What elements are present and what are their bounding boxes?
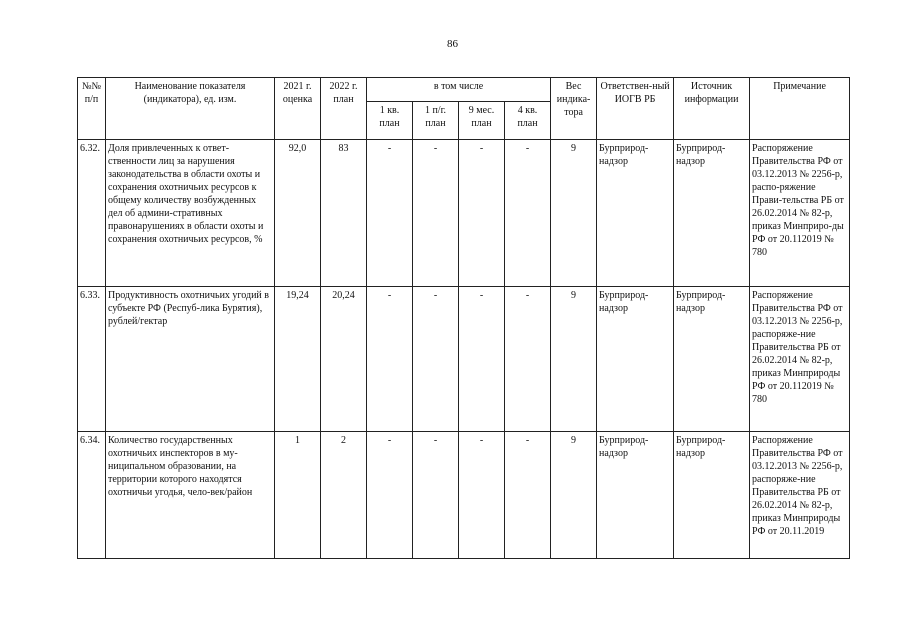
note: Распоряжение Правительства РФ от 03.12.2013 № 2256-р, распо-ряжение Прави-тельства РБ от 26.02.2014 № 82-р, приказ Минприро-ды РФ от 20.112019 № 780 xyxy=(750,140,850,287)
value-h1: - xyxy=(413,287,459,432)
value-h1: - xyxy=(413,140,459,287)
responsible-org: Бурприрод-надзор xyxy=(597,432,674,559)
header-h1: 1 п/г. план xyxy=(413,102,459,140)
responsible-org: Бурприрод-надзор xyxy=(597,140,674,287)
header-name: Наименование показателя (индикатора), ед. изм. xyxy=(106,78,275,140)
value-2021: 92,0 xyxy=(275,140,321,287)
indicator-name: Доля привлеченных к ответ-ственности лиц за нарушения законодательства в области охоты и сохранения охотничьих ресурсов к общему количеству возбужденных дел об админи-стративных правонарушениях в области охоты и сохранения охотничьих ресурсов, % xyxy=(106,140,275,287)
value-weight: 9 xyxy=(551,432,597,559)
value-q1: - xyxy=(367,287,413,432)
table-row xyxy=(78,140,850,287)
value-q4: - xyxy=(505,140,551,287)
page-number: 86 xyxy=(447,38,458,50)
value-q4: - xyxy=(505,432,551,559)
indicator-name: Количество государственных охотничьих инспекторов в му-ниципальном образовании, на территории которого находятся охотничьи угодья, чело-век/район xyxy=(106,432,275,559)
info-source: Бурприрод-надзор xyxy=(674,432,750,559)
responsible-org: Бурприрод-надзор xyxy=(597,287,674,432)
value-2021: 1 xyxy=(275,432,321,559)
value-9m: - xyxy=(459,432,505,559)
header-9m: 9 мес. план xyxy=(459,102,505,140)
header-q4: 4 кв. план xyxy=(505,102,551,140)
value-q1: - xyxy=(367,432,413,559)
info-source: Бурприрод-надзор xyxy=(674,287,750,432)
header-2022: 2022 г. план xyxy=(321,78,367,140)
value-q1: - xyxy=(367,140,413,287)
header-including: в том числе xyxy=(367,78,551,102)
row-number: 6.34. xyxy=(78,432,106,559)
header-weight: Вес индика-тора xyxy=(551,78,597,140)
table-row xyxy=(78,432,850,559)
header-2021: 2021 г. оценка xyxy=(275,78,321,140)
indicators-table xyxy=(77,77,850,559)
header-q1: 1 кв. план xyxy=(367,102,413,140)
table-row xyxy=(78,287,850,432)
row-number: 6.32. xyxy=(78,140,106,287)
header-note: Примечание xyxy=(750,78,850,140)
header-num: №№ п/п xyxy=(78,78,106,140)
note: Распоряжение Правительства РФ от 03.12.2013 № 2256-р, распоряже-ние Правительства РБ от 26.02.2014 № 82-р, приказ Минприроды РФ от 20.112019 № 780 xyxy=(750,287,850,432)
indicator-name: Продуктивность охотничьих угодий в субъекте РФ (Респуб-лика Бурятия), рублей/гектар xyxy=(106,287,275,432)
value-9m: - xyxy=(459,287,505,432)
note: Распоряжение Правительства РФ от 03.12.2013 № 2256-р, распоряже-ние Правительства РБ от 26.02.2014 № 82-р, приказ Минприроды РФ от 20.11.2019 xyxy=(750,432,850,559)
value-2022: 83 xyxy=(321,140,367,287)
value-weight: 9 xyxy=(551,287,597,432)
value-2021: 19,24 xyxy=(275,287,321,432)
header-source: Источник информации xyxy=(674,78,750,140)
header-responsible: Ответствен-ный ИОГВ РБ xyxy=(597,78,674,140)
value-2022: 20,24 xyxy=(321,287,367,432)
value-weight: 9 xyxy=(551,140,597,287)
value-q4: - xyxy=(505,287,551,432)
row-number: 6.33. xyxy=(78,287,106,432)
value-9m: - xyxy=(459,140,505,287)
info-source: Бурприрод-надзор xyxy=(674,140,750,287)
value-2022: 2 xyxy=(321,432,367,559)
value-h1: - xyxy=(413,432,459,559)
